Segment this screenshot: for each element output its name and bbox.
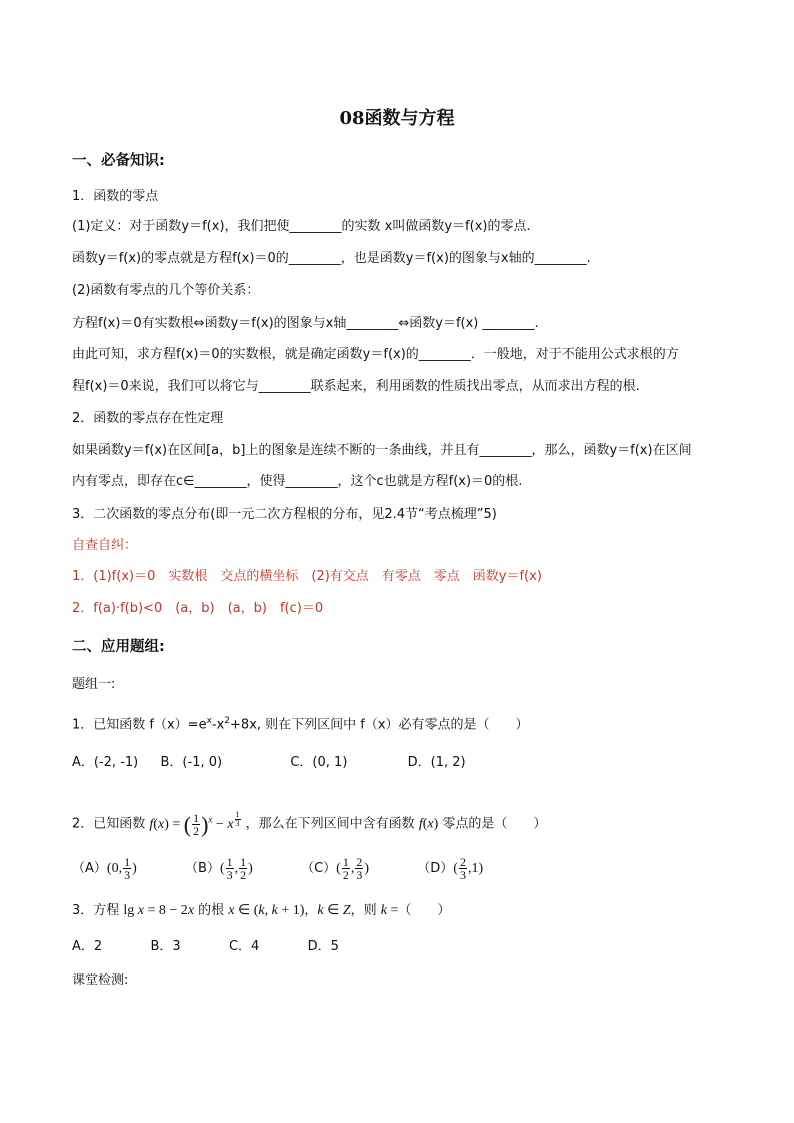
option-b: B．3 xyxy=(150,939,181,954)
method-line-2: 程f(x)＝0来说，我们可以将它与________联系起来，利用函数的性质找出零点，从而求出方程的根. xyxy=(72,379,640,394)
self-check-answer-1: 1．(1)f(x)＝0 实数根 交点的横坐标 (2)有交点 有零点 零点 函数y＝f(x) xyxy=(72,569,542,584)
option-b: B．(-1, 0) xyxy=(160,755,223,770)
function-expression: f(x) = ( $\frac{1}{2}$ )$^x$ − x $^{\frac{1}{3}}$ xyxy=(149,810,240,838)
question-3: 3．方程 lg x = 8 − 2x 的根 x ∈ (k, k + 1)，k ∈ Z，则 k =（ ） xyxy=(72,903,451,918)
option-d: D．5 xyxy=(307,939,339,954)
option-a: （A）(0, $\frac{1}{3}$ ) xyxy=(72,855,137,883)
self-check-title: 自查自纠： xyxy=(72,538,138,553)
option-b: （B）( $\frac{1}{3}$ , $\frac{1}{2}$ ) xyxy=(185,855,253,883)
zero-definition: (1)定义：对于函数y＝f(x)，我们把使________的实数 x叫做函数y＝f(x)的零点. xyxy=(72,219,531,234)
self-check-answer-2: 2．f(a)·f(b)<0 (a，b) (a，b) f(c)＝0 xyxy=(72,601,324,616)
question-1-options xyxy=(72,754,466,772)
method-line-1: 由此可知，求方程f(x)＝0的实数根，就是确定函数y＝f(x)的________．一般地，对于不能用公式求根的方 xyxy=(72,347,679,362)
knowledge-item-2: 2．函数的零点存在性定理 xyxy=(72,411,224,426)
question-2: 2．已知函数 f(x) = ( $\frac{1}{2}$ )$^x$ − x $^{\frac{1}{3}}$ ，那么在下列区间中含有函数 f(x) 零点的是（ ） xyxy=(72,810,547,838)
option-c: C．4 xyxy=(228,939,260,954)
option-a: A．(-2, -1) xyxy=(72,755,139,770)
theorem-line-2: 内有零点，即存在c∈________，使得________，这个c也就是方程f(x)＝0的根. xyxy=(72,474,523,489)
knowledge-item-3: 3．二次函数的零点分布(即一元二次方程根的分布，见2.4节“考点梳理”5) xyxy=(72,507,497,522)
option-d: D．(1, 2) xyxy=(407,755,466,770)
option-d: （D）( $\frac{2}{3}$ ,1) xyxy=(417,855,484,883)
question-1: 1．已知函数 $f(x)=e^x-x^2+8x$, 则在下列区间中 f（x）必有零点的是（ ） xyxy=(72,716,529,733)
section-heading-exercises: 二、应用题组: xyxy=(72,639,165,655)
section-heading-knowledge: 一、必备知识: xyxy=(72,153,165,169)
option-c: C．(0, 1) xyxy=(290,755,348,770)
knowledge-item-1: 1．函数的零点 xyxy=(72,189,159,204)
equivalence-line: 方程f(x)＝0有实数根⇔函数y＝f(x)的图象与x轴________⇔函数y＝f(x) ________. xyxy=(72,316,539,331)
zero-equation-line: 函数y＝f(x)的零点就是方程f(x)＝0的________，也是函数y＝f(x)的图象与x轴的________. xyxy=(72,251,591,266)
equivalence-heading: (2)函数有零点的几个等价关系： xyxy=(72,283,260,298)
theorem-line-1: 如果函数y＝f(x)在区间[a，b]上的图象是连续不断的一条曲线，并且有________，那么，函数y＝f(x)在区间 xyxy=(72,443,692,458)
question-2-options xyxy=(72,856,483,882)
option-c: （C）( $\frac{1}{2}$ , $\frac{2}{3}$ ) xyxy=(301,855,369,883)
class-check-label: 课堂检测: xyxy=(72,973,129,988)
question-3-options xyxy=(72,938,339,956)
page-title: 08函数与方程 xyxy=(339,108,455,129)
option-a: A．2 xyxy=(72,939,103,954)
exercise-group-1: 题组一: xyxy=(72,677,116,692)
